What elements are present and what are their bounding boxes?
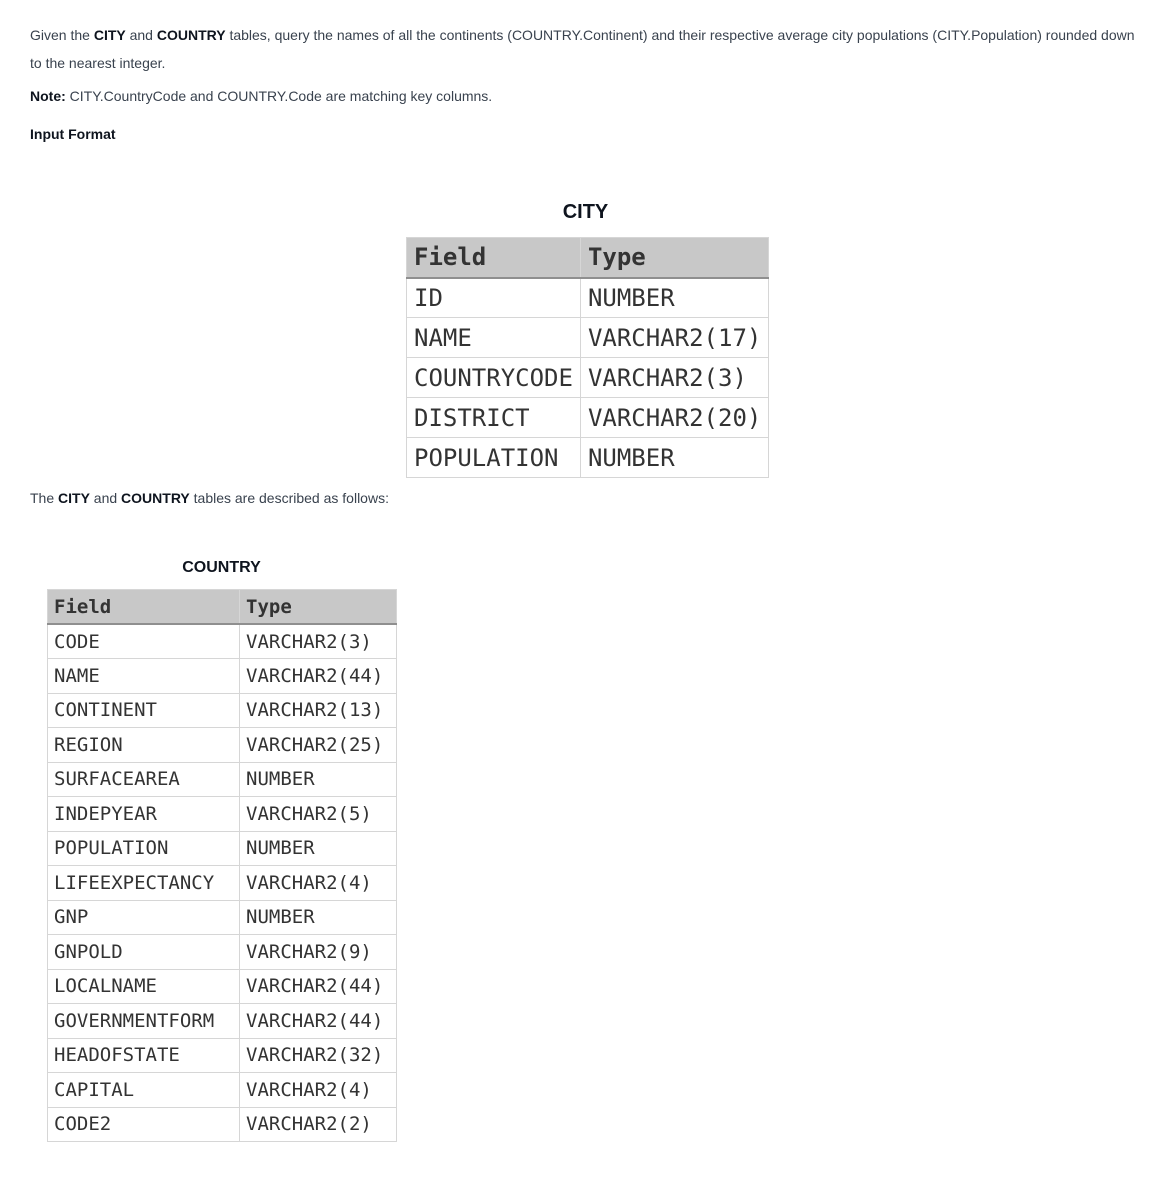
type-cell: VARCHAR2(3) (580, 358, 768, 398)
table-row (48, 1107, 397, 1142)
type-cell: VARCHAR2(4) (240, 1073, 397, 1108)
type-cell: VARCHAR2(44) (240, 1004, 397, 1039)
note-paragraph (30, 82, 492, 110)
field-cell: HEADOFSTATE (48, 1038, 240, 1073)
input-format-heading: Input Format (30, 126, 116, 142)
field-cell: CONTINENT (48, 693, 240, 728)
type-cell: VARCHAR2(44) (240, 659, 397, 694)
field-cell: POPULATION (407, 438, 581, 478)
type-cell: VARCHAR2(20) (580, 398, 768, 438)
type-cell: VARCHAR2(13) (240, 693, 397, 728)
intro-city-term: CITY (93, 27, 126, 43)
type-cell: NUMBER (580, 438, 768, 478)
field-cell: DISTRICT (407, 398, 581, 438)
field-cell: GNP (48, 900, 240, 935)
described-country-term: COUNTRY (121, 490, 190, 506)
table-row (48, 659, 397, 694)
table-row (48, 624, 397, 659)
table-row (48, 1038, 397, 1073)
country-header-type: Type (240, 590, 397, 625)
table-row (48, 693, 397, 728)
table-row (48, 900, 397, 935)
intro-country-term: COUNTRY (156, 27, 226, 43)
field-cell: NAME (48, 659, 240, 694)
country-table-header-row (48, 590, 397, 625)
type-cell: VARCHAR2(32) (240, 1038, 397, 1073)
type-cell: VARCHAR2(4) (240, 866, 397, 901)
country-header-field: Field (48, 590, 240, 625)
field-cell: CODE2 (48, 1107, 240, 1142)
field-cell: REGION (48, 728, 240, 763)
type-cell: VARCHAR2(9) (240, 935, 397, 970)
table-row (407, 358, 769, 398)
field-cell: GOVERNMENTFORM (48, 1004, 240, 1039)
field-cell: GNPOLD (48, 935, 240, 970)
city-table-header-row (407, 238, 769, 278)
field-cell: LIFEEXPECTANCY (48, 866, 240, 901)
field-cell: POPULATION (48, 831, 240, 866)
intro-prefix: Given the (30, 27, 94, 43)
table-row (48, 797, 397, 832)
field-cell: NAME (407, 318, 581, 358)
note-label: Note: (30, 88, 66, 104)
city-header-field: Field (407, 238, 581, 278)
intro-rest: tables, query the names of all the continents (COUNTRY.Continent) and their respective average city populations (CITY.Population) rounded down to the nearest integer. (30, 27, 1135, 71)
type-cell: NUMBER (240, 900, 397, 935)
described-rest: tables are described as follows: (189, 490, 389, 506)
intro-and: and (125, 27, 157, 43)
table-row (48, 1004, 397, 1039)
table-row (48, 866, 397, 901)
field-cell: SURFACEAREA (48, 762, 240, 797)
field-cell: CODE (48, 624, 240, 659)
type-cell: NUMBER (240, 762, 397, 797)
type-cell: NUMBER (240, 831, 397, 866)
table-row (407, 398, 769, 438)
described-and: and (89, 490, 122, 506)
table-row (407, 438, 769, 478)
field-cell: CAPITAL (48, 1073, 240, 1108)
problem-statement (30, 21, 1145, 77)
table-row (407, 278, 769, 318)
field-cell: LOCALNAME (48, 969, 240, 1004)
city-header-type: Type (580, 238, 768, 278)
type-cell: VARCHAR2(17) (580, 318, 768, 358)
field-cell: COUNTRYCODE (407, 358, 581, 398)
field-cell: ID (407, 278, 581, 318)
described-prefix: The (30, 490, 59, 506)
type-cell: VARCHAR2(25) (240, 728, 397, 763)
table-row (48, 935, 397, 970)
type-cell: NUMBER (580, 278, 768, 318)
type-cell: VARCHAR2(44) (240, 969, 397, 1004)
country-table-caption: COUNTRY (182, 559, 261, 576)
table-row (48, 762, 397, 797)
country-table (47, 589, 397, 1142)
tables-description (30, 484, 389, 512)
described-city-term: CITY (58, 490, 90, 506)
table-row (48, 1073, 397, 1108)
type-cell: VARCHAR2(2) (240, 1107, 397, 1142)
city-table-caption: CITY (562, 201, 609, 223)
city-table (406, 237, 769, 478)
type-cell: VARCHAR2(5) (240, 797, 397, 832)
table-row (48, 728, 397, 763)
type-cell: VARCHAR2(3) (240, 624, 397, 659)
table-row (407, 318, 769, 358)
note-text: CITY.CountryCode and COUNTRY.Code are matching key columns. (65, 88, 493, 104)
table-row (48, 831, 397, 866)
table-row (48, 969, 397, 1004)
field-cell: INDEPYEAR (48, 797, 240, 832)
